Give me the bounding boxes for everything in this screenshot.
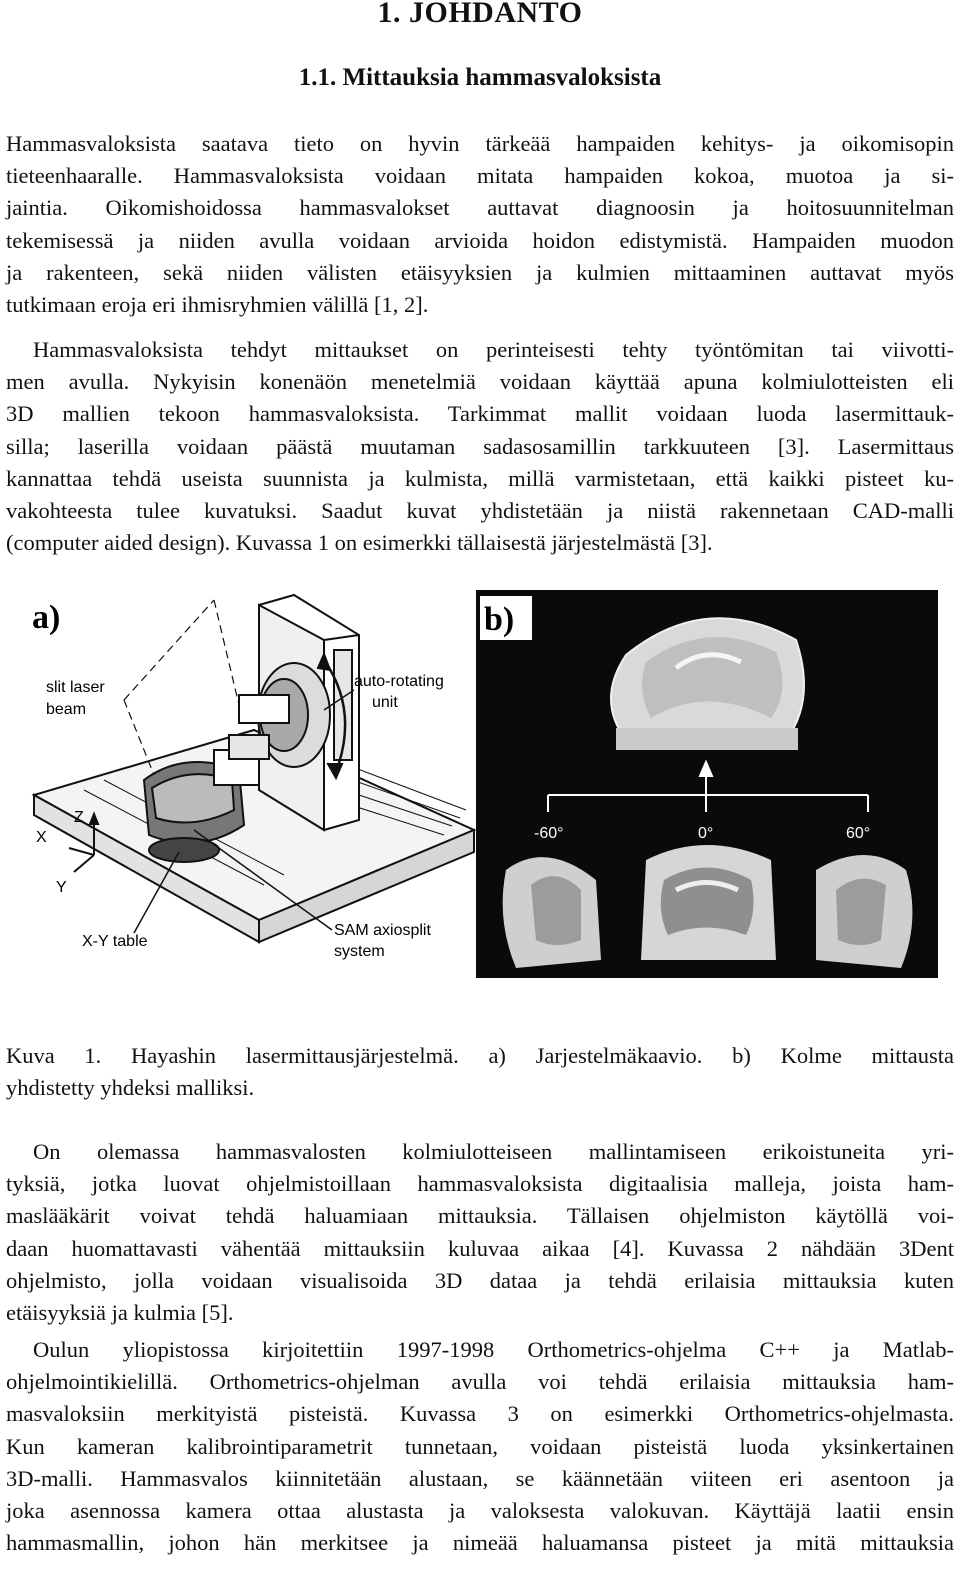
- text-line: tekemisessä ja niiden avulla voidaan arvioida hoidon edistymistä. Hampaiden muodon: [6, 227, 954, 253]
- label-slit-laser-beam: beam: [46, 701, 87, 718]
- label-auto-rotating: auto-rotating: [354, 673, 444, 690]
- text-line: tieteenhaaralle. Hammasvaloksista voidaan mitata hampaiden kokoa, muotoa ja si-: [6, 163, 954, 189]
- scan-left: [503, 857, 601, 968]
- label-axis-z: Z: [74, 809, 84, 826]
- scan-center: [641, 845, 776, 960]
- text-line: tutkimaan eroja eri ihmisryhmien välillä [1, 2].: [6, 292, 429, 318]
- label-auto-rotating-unit: unit: [372, 694, 398, 711]
- caption-line: yhdistetty yhdeksi malliksi.: [6, 1075, 255, 1101]
- caption-line: Kuva 1. Hayashin lasermittausjärjestelmä. a) Jarjestelmäkaavio. b) Kolme mittausta: [6, 1043, 954, 1068]
- scan-right: [816, 855, 912, 968]
- chapter-title: 1. JOHDANTO: [377, 0, 583, 29]
- label-axis-y: Y: [56, 879, 67, 896]
- text-line: (computer aided design). Kuvassa 1 on esimerkki tällaisestä järjestelmästä [3].: [6, 530, 713, 556]
- paragraph-orthometrics: [6, 1334, 954, 1559]
- text-line: silla; laserilla voidaan päästä muutaman sadasosamillin tarkkuuteen [3]. Lasermittaus: [6, 433, 954, 459]
- label-slit-laser: slit laser: [46, 679, 105, 696]
- text-line: joka asennossa kamera ottaa alustasta ja valoksesta valokuvan. Käyttäjä laatii ensin: [6, 1498, 954, 1524]
- label-sam-system-2: system: [334, 943, 385, 960]
- text-line: ohjelmointikielillä. Orthometrics-ohjelman avulla voi tehdä erilaisia mittauksia ham-: [6, 1369, 954, 1395]
- text-line: jaintia. Oikomishoidossa hammasvalokset auttavat diagnoosin ja hoitosuunnitelman: [6, 195, 954, 221]
- label-xy-table: X-Y table: [82, 933, 148, 950]
- section-title: 1.1. Mittauksia hammasvaloksista: [298, 64, 662, 91]
- text-line: daan huomattavasti vähentää mittauksiin kuluvaa aikaa [4]. Kuvassa 2 nähdään 3Dent: [6, 1235, 954, 1261]
- angle-center-label: 0°: [698, 825, 714, 842]
- text-line: Oulun yliopistossa kirjoitettiin 1997-1998 Orthometrics-ohjelma C++ ja Matlab-: [33, 1337, 954, 1362]
- text-line: hammasmallin, johon hän merkitsee ja nimeää haluamansa pisteet ja mitä mittauksia: [6, 1530, 954, 1556]
- angle-right-label: 60°: [846, 825, 871, 842]
- figure-panel-a: [24, 590, 480, 990]
- text-line: On olemassa hammasvalosten kolmiulotteiseen mallintamiseen erikoistuneita yri-: [33, 1139, 954, 1164]
- text-line: etäisyyksiä ja kulmia [5].: [6, 1300, 234, 1326]
- text-line: maslääkärit voivat tehdä haluamiaan mittauksia. Tällaisen ohjelmiston käytöllä voi-: [6, 1203, 954, 1229]
- text-line: 3D-malli. Hammasvalos kiinnitetään alustaan, se käännetään viiteen eri asentoon ja: [6, 1465, 954, 1491]
- panel-b-label: b): [484, 601, 515, 638]
- angle-left-label: -60°: [534, 825, 564, 842]
- text-line: tyksiä, jotka luovat ohjelmistoillaan hammasvaloksista digitaalisia malleja, joista ham-: [6, 1171, 954, 1197]
- text-line: ohjelmisto, jolla voidaan visualisoida 3D dataa ja tehdä erilaisia mittauksia kuten: [6, 1267, 954, 1293]
- label-sam-system: SAM axiosplit: [334, 922, 431, 939]
- label-axis-x: X: [36, 829, 47, 846]
- paragraph-intro: [6, 128, 954, 321]
- text-line: Hammasvaloksista tehdyt mittaukset on perinteisesti tehty työntömitan tai viivotti-: [33, 337, 954, 362]
- text-line: men avulla. Nykyisin konenäön menetelmiä voidaan käyttää apuna kolmiulotteisten eli: [6, 369, 954, 395]
- text-line: vakohteesta tulee kuvatuksi. Saadut kuvat yhdistetään ja niistä rakennetaan CAD-malli: [6, 498, 954, 524]
- paragraph-measurements: [6, 334, 954, 559]
- figure-caption: [6, 1040, 954, 1104]
- figure-panel-b: [476, 590, 938, 978]
- panel-a-label: a): [32, 599, 61, 636]
- text-line: kannattaa tehdä useista suunnista ja kulmista, millä varmistetaan, että kaikki pisteet ku-: [6, 465, 954, 491]
- text-line: 3D mallien tekoon hammasvaloksista. Tarkimmat mallit voidaan luoda lasermittauk-: [6, 401, 954, 427]
- text-line: Kun kameran kalibrointiparametrit tunnetaan, voidaan pisteistä luoda yksinkertainen: [6, 1433, 954, 1459]
- text-line: ja rakenteen, sekä niiden välisten etäisyyksien ja kulmien mittaaminen auttavat myös: [6, 259, 954, 285]
- text-line: masvaloksiin merkityistä pisteistä. Kuvassa 3 on esimerkki Orthometrics-ohjelmasta.: [6, 1401, 954, 1427]
- text-line: Hammasvaloksista saatava tieto on hyvin tärkeää hampaiden kehitys- ja oikomisopin: [6, 131, 954, 156]
- paragraph-software: [6, 1136, 954, 1329]
